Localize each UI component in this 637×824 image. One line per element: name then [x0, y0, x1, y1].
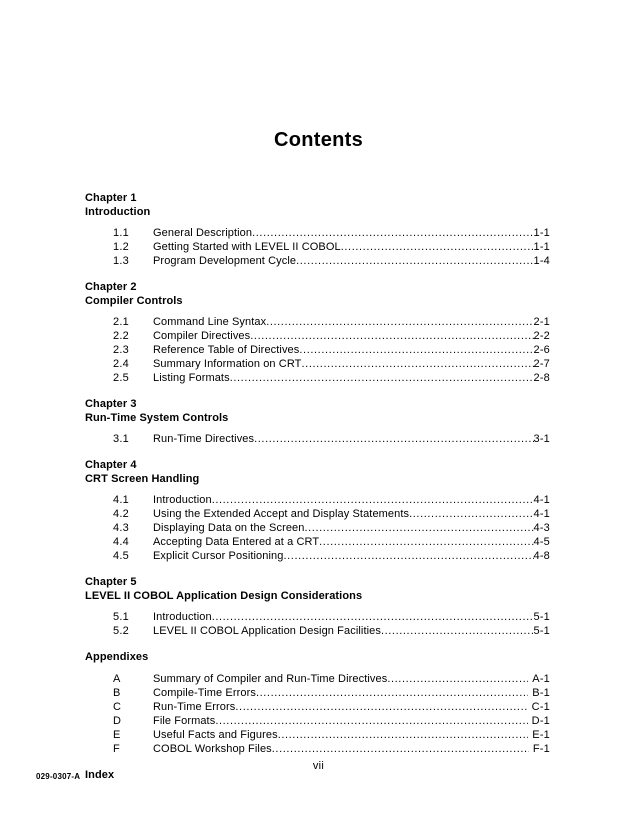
toc-entry-number: 2.3 — [113, 344, 129, 356]
toc-entry-number: 1.2 — [113, 241, 129, 253]
toc-entry-page: 1-1 — [533, 227, 550, 239]
toc-entry-page: B-1 — [532, 686, 550, 699]
toc-entry-page: A-1 — [532, 672, 550, 685]
toc-entry-title: Using the Extended Accept and Display Statements — [153, 508, 410, 520]
toc-entry-page: F-1 — [532, 742, 550, 755]
toc-section-title: LEVEL II COBOL Application Design Considerations — [85, 589, 363, 602]
toc-entry-number: B — [113, 686, 121, 699]
toc-entry[interactable] — [85, 240, 550, 254]
toc-dot-leader — [215, 716, 527, 727]
toc-entry-title: Summary of Compiler and Run-Time Directives — [153, 672, 388, 685]
toc-entry-number: 3.1 — [113, 433, 129, 445]
toc-entry-page: 2-6 — [533, 344, 550, 356]
toc-section-heading — [85, 459, 550, 486]
toc-entry-title: Summary Information on CRT — [153, 358, 302, 370]
toc-dot-leader — [302, 359, 534, 370]
toc-entry-number: 4.2 — [113, 508, 129, 520]
toc-dot-leader — [272, 744, 529, 755]
toc-entry-list — [85, 610, 550, 638]
toc-dot-leader — [299, 345, 533, 356]
toc-entry-list — [85, 226, 550, 268]
toc-entry[interactable] — [85, 315, 550, 329]
toc-dot-leader — [256, 688, 528, 699]
toc-dot-leader — [235, 702, 527, 713]
toc-entry-list — [85, 672, 550, 756]
toc-entry[interactable] — [85, 610, 550, 624]
toc-entry-number: 2.5 — [113, 372, 129, 384]
toc-entry-number: F — [113, 742, 120, 755]
toc-entry[interactable] — [85, 624, 550, 638]
page-number: vii — [312, 760, 325, 772]
toc-entry-number: D — [113, 714, 122, 727]
toc-section-title: Compiler Controls — [85, 294, 183, 307]
toc-entry[interactable] — [85, 672, 550, 686]
toc-entry-page: C-1 — [531, 700, 550, 713]
toc-entry-title: Run-Time Directives — [153, 433, 255, 445]
toc-entry-page: E-1 — [532, 728, 550, 741]
toc-entry-page: 4-3 — [533, 522, 550, 534]
toc-dot-leader — [341, 242, 534, 253]
toc-section-label: Chapter 4 — [85, 459, 137, 471]
toc-entry-title: Explicit Cursor Positioning — [153, 550, 284, 562]
toc-entry[interactable] — [85, 686, 550, 700]
toc-entry-page: 4-8 — [533, 550, 550, 562]
toc-entry-number: E — [113, 728, 121, 741]
toc-section-heading — [85, 576, 550, 603]
toc-entry-list — [85, 493, 550, 563]
toc-entry-page: 1-1 — [533, 241, 550, 253]
toc-entry-title: Introduction — [153, 611, 212, 623]
toc-entry-list — [85, 315, 550, 385]
toc-entry-number: 4.1 — [113, 494, 129, 506]
toc-entry[interactable] — [85, 742, 550, 756]
toc-entry-title: Program Development Cycle — [153, 255, 297, 267]
table-of-contents — [85, 192, 550, 782]
toc-entry-title: Getting Started with LEVEL II COBOL — [153, 241, 341, 253]
toc-entry-page: 5-1 — [533, 625, 550, 637]
toc-entry[interactable] — [85, 493, 550, 507]
toc-entry[interactable] — [85, 728, 550, 742]
toc-section-heading — [85, 192, 550, 219]
toc-entry-number: A — [113, 672, 121, 685]
toc-entry[interactable] — [85, 329, 550, 343]
toc-dot-leader — [409, 509, 533, 520]
toc-entry[interactable] — [85, 432, 550, 446]
toc-section-heading — [85, 651, 550, 665]
toc-dot-leader — [305, 523, 534, 534]
toc-entry-title: Compile-Time Errors — [153, 686, 256, 699]
toc-entry-page: 4-1 — [533, 508, 550, 520]
toc-section-label: Appendixes — [85, 651, 149, 663]
toc-entry[interactable] — [85, 343, 550, 357]
toc-dot-leader — [381, 626, 534, 637]
toc-entry-title: Accepting Data Entered at a CRT — [153, 536, 320, 548]
toc-entry-page: 1-4 — [533, 255, 550, 267]
toc-entry-page: 4-5 — [533, 536, 550, 548]
toc-entry-number: C — [113, 700, 122, 713]
toc-entry-number: 1.1 — [113, 227, 129, 239]
toc-entry-title: Command Line Syntax — [153, 316, 267, 328]
toc-section-label: Chapter 3 — [85, 398, 137, 410]
toc-entry-page: 3-1 — [533, 433, 550, 445]
toc-entry-number: 5.1 — [113, 611, 129, 623]
toc-entry-number: 1.3 — [113, 255, 129, 267]
toc-entry-title: File Formats — [153, 714, 216, 727]
toc-entry[interactable] — [85, 535, 550, 549]
toc-entry-title: General Description — [153, 227, 253, 239]
toc-entry-page: 4-1 — [533, 494, 550, 506]
toc-entry-title: LEVEL II COBOL Application Design Facilities — [153, 625, 381, 637]
toc-entry-number: 2.2 — [113, 330, 129, 342]
toc-entry-number: 2.1 — [113, 316, 129, 328]
toc-dot-leader — [266, 317, 533, 328]
document-id: 029-0307-A — [36, 772, 81, 781]
toc-entry-page: D-1 — [531, 714, 550, 727]
toc-entry[interactable] — [85, 521, 550, 535]
toc-entry-number: 4.4 — [113, 536, 129, 548]
toc-dot-leader — [254, 434, 533, 445]
toc-dot-leader — [278, 730, 529, 741]
toc-section-label: Index — [85, 768, 115, 781]
toc-section-heading — [85, 398, 550, 425]
toc-dot-leader — [230, 373, 534, 384]
toc-entry-title: Displaying Data on the Screen — [153, 522, 305, 534]
toc-entry[interactable] — [85, 254, 550, 268]
toc-entry-list — [85, 432, 550, 446]
toc-section-label: Chapter 2 — [85, 281, 137, 293]
toc-entry-page: 2-8 — [533, 372, 550, 384]
toc-entry[interactable] — [85, 357, 550, 371]
toc-entry-number: 5.2 — [113, 625, 129, 637]
toc-dot-leader — [296, 256, 533, 267]
toc-section-title: Introduction — [85, 205, 151, 218]
toc-dot-leader — [212, 612, 534, 623]
toc-entry-page: 2-1 — [533, 316, 550, 328]
toc-entry[interactable] — [85, 371, 550, 385]
toc-dot-leader — [319, 537, 533, 548]
toc-section-title: Run-Time System Controls — [85, 411, 229, 424]
toc-entry-number: 2.4 — [113, 358, 129, 370]
toc-section-heading — [85, 281, 550, 308]
toc-entry-page: 5-1 — [533, 611, 550, 623]
toc-dot-leader — [252, 228, 533, 239]
toc-section-label: Chapter 1 — [85, 192, 137, 204]
toc-entry-title: Compiler Directives — [153, 330, 251, 342]
toc-entry-title: Reference Table of Directives — [153, 344, 300, 356]
toc-section-title: CRT Screen Handling — [85, 472, 200, 485]
toc-dot-leader — [387, 674, 528, 685]
toc-entry-page: 2-7 — [533, 358, 550, 370]
toc-entry[interactable] — [85, 507, 550, 521]
toc-entry[interactable] — [85, 714, 550, 728]
toc-entry-number: 4.3 — [113, 522, 129, 534]
toc-dot-leader — [212, 495, 534, 506]
toc-entry-title: COBOL Workshop Files — [153, 742, 272, 755]
toc-entry-title: Useful Facts and Figures — [153, 728, 278, 741]
toc-dot-leader — [283, 551, 533, 562]
toc-entry-number: 4.5 — [113, 550, 129, 562]
toc-entry[interactable] — [85, 226, 550, 240]
toc-entry-title: Listing Formats — [153, 372, 230, 384]
toc-entry-title: Introduction — [153, 494, 212, 506]
toc-entry-title: Run-Time Errors — [153, 700, 236, 713]
toc-dot-leader — [250, 331, 533, 342]
toc-entry[interactable] — [85, 549, 550, 563]
toc-entry[interactable] — [85, 700, 550, 714]
toc-section-label: Chapter 5 — [85, 576, 137, 588]
toc-entry-page: 2-2 — [533, 330, 550, 342]
page-title: Contents — [273, 129, 364, 151]
